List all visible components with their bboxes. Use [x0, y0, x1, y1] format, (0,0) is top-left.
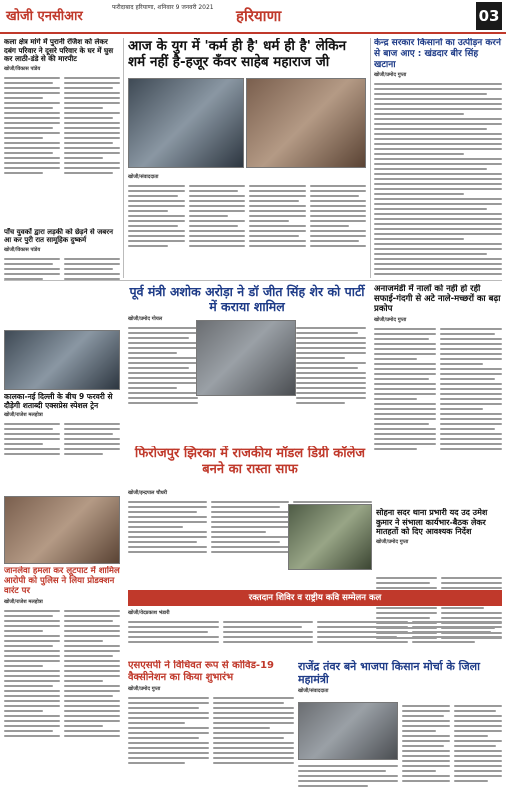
news-photo: [196, 320, 296, 396]
byline: खोजी/प्रमोद गुप्ता: [128, 686, 161, 692]
article-a11-body: [128, 608, 502, 658]
byline: खोजी/संवाददाता: [128, 174, 159, 180]
article-a3: [374, 38, 502, 278]
newspaper-name: खोजी एनसीआर: [6, 9, 83, 24]
byline: खोजी/विकास पांडेय: [4, 246, 41, 253]
article-a6: [374, 284, 502, 504]
news-photo: [128, 78, 244, 168]
byline: खोजी/राजेश मलहोत्रा: [4, 412, 43, 418]
headline: पाँच युवकों द्वारा लड़की को छेड़ने से जबरन आ कर पुरी रात सामूहिक दुष्कर्म: [4, 228, 114, 245]
masthead: [0, 0, 506, 34]
dateline: फरीदाबाद हरियाणा, शनिवार 9 जनवरी 2021: [112, 4, 214, 11]
headline: जानलेवा हमला कर लूटपाट में शामिल आरोपी को पुलिस ने लिया प्रोडक्शन वारंट पर: [4, 566, 120, 597]
headline: पूर्व मंत्री अशोक अरोड़ा ने डॉ जीत सिंह शेर को पार्टी में कराया शामिल: [129, 284, 365, 314]
train-photo: [4, 330, 120, 390]
news-photo: [246, 78, 366, 168]
headline: एसएसपी ने विधिवत रूप से कोविड-19 वैक्सीनेशन का किया शुभारंभ: [128, 660, 275, 683]
byline: खोजी/प्रमोद गोयल: [128, 316, 163, 322]
headline: अनाजमंडी में नालों को नही हो रही सफाई-गंदगी से अटे नाले-मच्छरों का बढ़ा प्रकोप: [374, 284, 501, 315]
section-name: हरियाणा: [236, 7, 282, 25]
college-photo: [288, 504, 372, 570]
article-a12: [128, 660, 294, 800]
byline: खोजी/संवाददाता: [298, 688, 329, 695]
page-number: 03: [476, 2, 502, 30]
byline: खोजी/वेदप्रकाश भंडारी: [128, 610, 170, 616]
news-photo: [298, 702, 398, 760]
headline: कला क्षेत्र मांगे में पुरानी रंजिश को लेकर दबंग परिवार ने दूसरे परिवार के घर में घुस कर लाठी-डंडे से की मारपीट: [4, 38, 114, 64]
column-divider: [370, 38, 371, 278]
article-a7: [4, 392, 120, 492]
headline: फिरोजपुर झिरका में राजकीय मॉडल डिग्री कॉलेज बनने का रास्ता साफ: [134, 446, 366, 477]
headline: रक्तदान शिविर व राष्ट्रीय कवि सम्मेलन कल: [248, 593, 382, 603]
headline: सोहना सदर थाना प्रभारी यद उद उमेश कुमार ने संभाला कार्यभार-बैठक लेकर मातहतों को दिए आवश्यक निर्देश: [376, 508, 488, 537]
byline: खोजी/प्रमोद गुप्ता: [376, 538, 409, 545]
headline: आज के युग में 'कर्म ही है' धर्म ही है' लेकिन शर्म नहीं है-हजूर कँवर साहेब महाराज जी: [128, 38, 347, 71]
article-a13-body: [402, 702, 502, 800]
article-a4: [4, 228, 120, 328]
headline: कालका-नई दिल्ली के बीच 9 फरवरी से दौड़ेगी शताब्दी एक्सप्रेस स्पेशल ट्रेन: [4, 392, 113, 410]
accused-photo: [4, 496, 120, 564]
article-a11-banner: [128, 590, 502, 606]
body-text: [4, 74, 120, 177]
headline: राजेंद्र तंवर बने भाजपा किसान मोर्चा के जिला महामंत्री: [298, 660, 480, 687]
byline: खोजी/राजेश मलहोत्रा: [4, 598, 43, 605]
headline: केन्द्र सरकार किसानों का उत्पीड़न करने से बाज आए : खंडदार बीर सिंह खटाना: [374, 38, 501, 70]
column-divider: [123, 38, 124, 278]
byline: खोजी/प्रमोद गुप्ता: [374, 72, 407, 79]
byline: खोजी/इन्द्रपाल चौधरी: [128, 490, 168, 496]
section-divider: [4, 280, 502, 281]
article-a10: [4, 566, 120, 800]
byline: खोजी/विकास पांडेय: [4, 65, 41, 72]
byline: खोजी/प्रमोद गुप्ता: [374, 316, 407, 323]
article-a13-body-2: [298, 762, 398, 800]
article-a2-body: [128, 172, 366, 276]
